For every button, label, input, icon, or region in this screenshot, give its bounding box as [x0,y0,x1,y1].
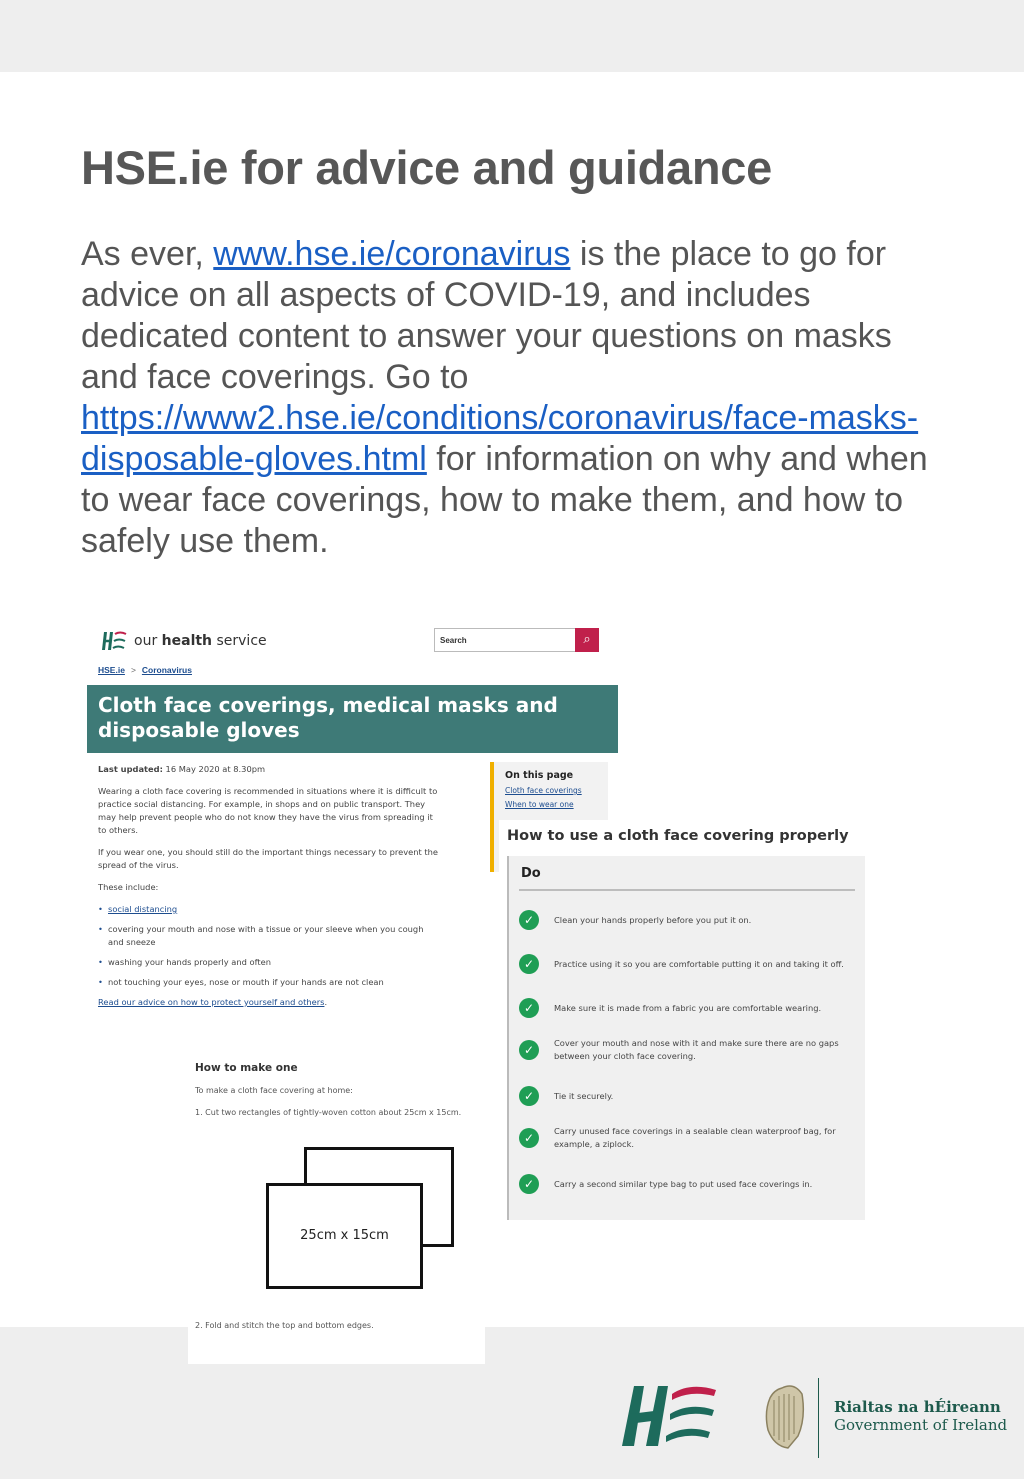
how-to-use-screenshot [499,820,865,1220]
breadcrumb-coronavirus[interactable]: Coronavirus [141,665,192,675]
brand-prefix: our [134,633,162,649]
do-item [519,998,859,1018]
do-item [519,1125,859,1151]
how-to-make-subtitle: To make a cloth face covering at home: [195,1086,353,1095]
last-updated-value: 16 May 2020 at 8.30pm [162,764,266,774]
face-masks-link[interactable]: https://www2.hse.ie/conditions/coronavirus/face-masks-disposable-gloves.html [81,399,919,478]
last-updated [98,763,438,776]
breadcrumb-separator: > [130,665,136,675]
page-banner: Cloth face coverings, medical masks and disposable gloves [87,685,618,753]
on-this-page-link-cloth[interactable]: Cloth face coverings [505,786,582,795]
how-to-use-title: How to use a cloth face covering properly [507,828,849,844]
do-item [519,910,859,930]
do-item [519,954,859,974]
hse-brand-text [134,633,267,649]
list-item [98,903,438,916]
on-this-page-title: On this page [505,770,574,781]
page-title: HSE.ie for advice and guidance [81,141,772,194]
article-paragraph: These include: [98,882,159,892]
hse-header [101,630,267,652]
social-distancing-link[interactable]: social distancing [108,904,178,914]
do-item [519,1086,859,1106]
advice-line [98,996,438,1009]
check-icon: ✓ [519,954,539,974]
do-item [519,1037,859,1063]
breadcrumb-hse[interactable]: HSE.ie [98,665,125,675]
harp-icon [760,1378,810,1458]
hse-small-logo-icon [101,630,127,652]
check-icon: ✓ [519,1128,539,1148]
do-item-text: Make sure it is made from a fabric you are comfortable wearing. [554,1002,822,1013]
brand-suffix: service [212,633,267,649]
search-icon: ⌕ [583,631,591,646]
do-item-text: Practice using it so you are comfortable putting it on and taking it off. [554,958,844,969]
step-2: 2. Fold and stitch the top and bottom edges. [195,1321,374,1330]
intro-text-3: for information on why and when to wear face coverings, how to make them, and how to safely use them. [81,440,928,560]
on-this-page-link-when[interactable]: When to wear one [505,800,574,809]
do-item-text: Cover your mouth and nose with it and make sure there are no gaps between your cloth face covering. [554,1038,839,1061]
list-item: • not touching your eyes, nose or mouth if your hands are not clean [98,976,438,989]
search-button[interactable] [575,628,599,652]
check-icon: ✓ [519,1174,539,1194]
fabric-rectangle-front: 25cm x 15cm [266,1183,423,1289]
how-to-make-screenshot [188,1043,485,1364]
last-updated-label: Last updated: [98,764,163,774]
intro-paragraph [81,234,941,562]
article-body [98,763,438,1018]
top-band [0,0,1024,72]
do-item [519,1174,859,1194]
hse-coronavirus-link[interactable]: www.hse.ie/coronavirus [213,235,571,273]
government-of-ireland-logo [760,1378,1010,1458]
check-icon: ✓ [519,1086,539,1106]
check-icon: ✓ [519,910,539,930]
breadcrumb [98,665,192,675]
article-paragraph: Wearing a cloth face covering is recommended in situations where it is difficult to practice social distancing. For example, in shops and on public transport. They may help prevent people who do not know they have the virus from spreading it to others. [98,786,438,835]
divider [519,889,855,891]
gov-english-name: Government of Ireland [834,1416,1008,1434]
do-item-text: Carry a second similar type bag to put used face coverings in. [554,1178,813,1189]
do-item-text: Clean your hands properly before you put it on. [554,914,752,925]
protect-advice-link[interactable]: Read our advice on how to protect yourself and others [98,997,325,1007]
gov-irish-name: Rialtas na hÉireann [834,1398,1001,1416]
do-panel [507,856,865,1220]
how-to-make-title: How to make one [195,1062,298,1074]
do-item-text: Tie it securely. [554,1090,614,1101]
do-item-text: Carry unused face coverings in a sealable clean waterproof bag, for example, a ziplock. [554,1126,836,1149]
advice-period: . [324,997,328,1007]
article-paragraph: If you wear one, you should still do the important things necessary to prevent the spread of the virus. [98,847,438,870]
check-icon: ✓ [519,1040,539,1060]
search-input[interactable]: Search [434,628,599,652]
list-item: • washing your hands properly and often [98,956,438,969]
check-icon: ✓ [519,998,539,1018]
intro-text-1: As ever, [81,235,214,273]
step-1: 1. Cut two rectangles of tightly-woven cotton about 25cm x 15cm. [195,1108,462,1117]
brand-bold: health [161,633,213,649]
list-item: • covering your mouth and nose with a tissue or your sleeve when you cough and sneeze [98,923,438,949]
do-title: Do [521,866,541,881]
hse-logo-icon [620,1380,720,1452]
intro-text-2: is the place to go for advice on all aspects of COVID-19, and includes dedicated content to answer your questions on masks and face coverings. Go to [81,235,892,396]
divider [818,1378,819,1458]
precautions-list [98,903,438,989]
